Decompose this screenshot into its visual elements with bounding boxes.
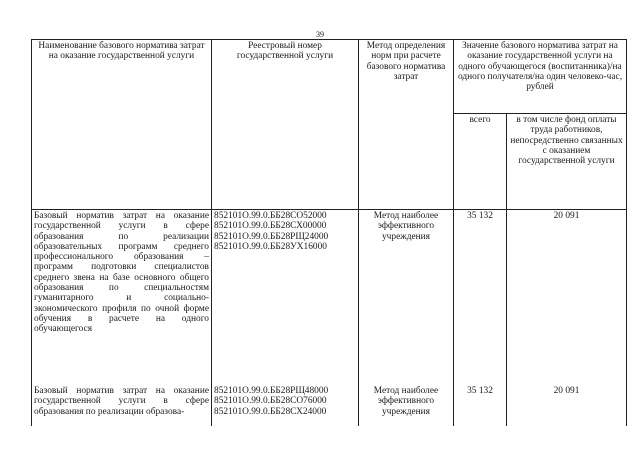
row-name: Базовый норматив затрат на оказание государственной услуги в сфере образования по реализации образова- xyxy=(32,385,212,426)
header-value-group: Значение базового норматива затрат на оказание государственной услуги на одного обучающегося (воспитанника)/на одного получателя/на один человеко-час, рублей xyxy=(454,40,627,114)
row-codes xyxy=(212,210,359,374)
row-name: Базовый норматив затрат на оказание государственной услуги в сфере образования по реализации образовательных программ среднего профессионального образования – программ подготовки специалистов среднего звена на базе основного общего образования по специальностям гуманитарного и социально-экономического профиля по очной форме обучения в расчете на одного обучающегося xyxy=(32,210,212,374)
header-including-wage: в том числе фонд оплаты труда работников, непосредственно связанных с оказанием государственной услуги xyxy=(507,114,627,210)
row-total: 35 132 xyxy=(454,210,507,374)
registry-code: 852101О.99.0.ББ28СО52000 xyxy=(214,211,327,221)
header-name: Наименование базового норматива затрат на оказание государственной услуги xyxy=(32,40,212,210)
norms-table xyxy=(31,39,627,426)
row-total: 35 132 xyxy=(454,385,507,426)
row-codes xyxy=(212,385,359,426)
row-method: Метод наиболее эффективного учреждения xyxy=(359,210,454,374)
row-spacer xyxy=(32,373,627,385)
registry-code: 852101О.99.0.ББ28УХ16000 xyxy=(214,241,327,252)
registry-code: 852101О.99.0.ББ28РЩ48000 xyxy=(214,386,329,396)
page-number: 39 xyxy=(316,30,324,39)
row-wage: 20 091 xyxy=(507,385,627,426)
header-method: Метод определения норм при расчете базового норматива затрат xyxy=(359,40,454,210)
registry-code: 852101О.99.0.ББ28СО76000 xyxy=(214,396,327,407)
table-header-row xyxy=(32,40,627,114)
table-row xyxy=(32,210,627,374)
header-registry-number: Реестровый номер государственной услуги xyxy=(212,40,359,210)
table-row xyxy=(32,385,627,426)
row-wage: 20 091 xyxy=(507,210,627,374)
registry-code: 852101О.99.0.ББ28СХ24000 xyxy=(214,406,327,417)
header-total: всего xyxy=(454,114,507,210)
registry-code: 852101О.99.0.ББ28СХ00000 xyxy=(214,221,327,232)
registry-code: 852101О.99.0.ББ28РЩ24000 xyxy=(214,231,329,242)
row-method: Метод наиболее эффективного учреждения xyxy=(359,385,454,426)
